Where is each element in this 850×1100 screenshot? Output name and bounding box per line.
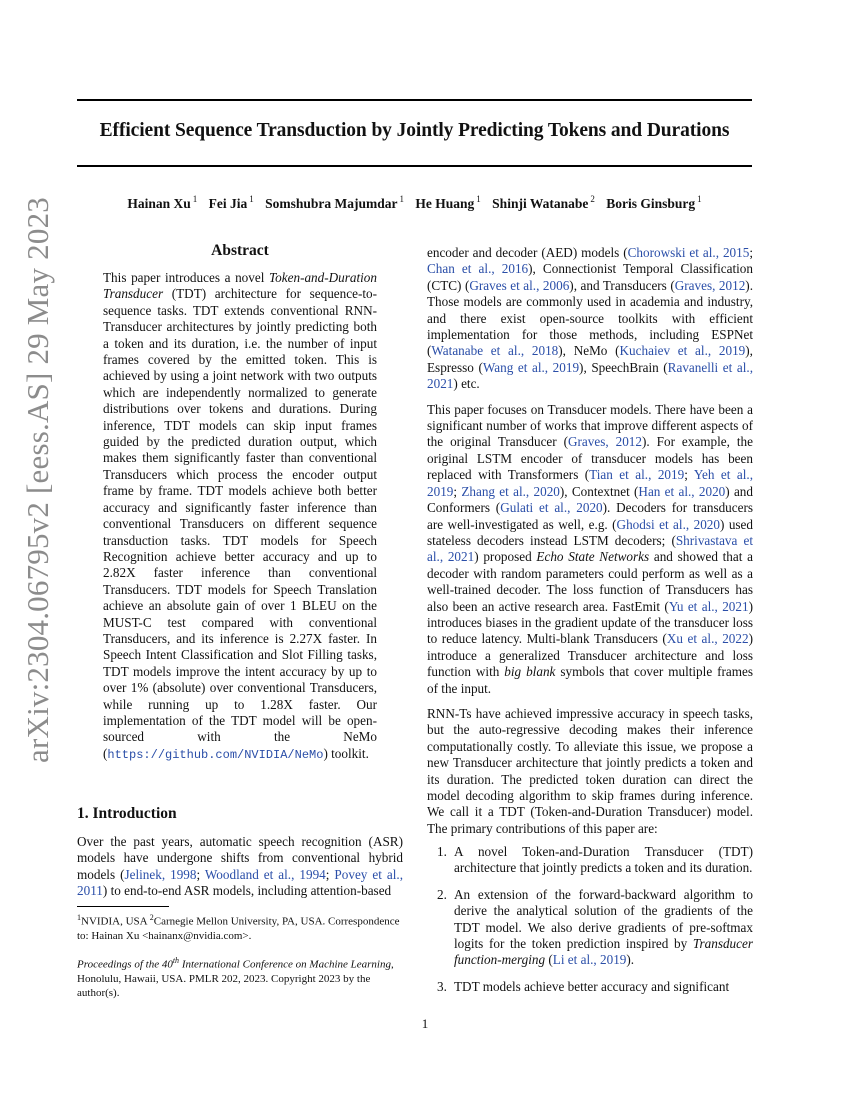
- author: Fei Jia $^1$: [208, 194, 254, 211]
- citation-link[interactable]: Xu et al., 2022: [666, 631, 749, 647]
- citation-link[interactable]: Chorowski et al., 2015: [627, 245, 750, 260]
- contributions-list: [427, 844, 753, 995]
- list-item: 3. TDT models achieve better accuracy and significant: [437, 978, 730, 994]
- citation-link[interactable]: Chan et al., 2016: [427, 261, 529, 277]
- citation-link[interactable]: Woodland et al., 1994: [204, 866, 326, 882]
- citation-link[interactable]: Ravanelli et al., 2021: [427, 359, 753, 392]
- citation-link[interactable]: Zhang et al., 2020: [461, 483, 560, 499]
- paragraph: encoder and decoder (AED) models (Chorowski et al., 2015; Chan et al., 2016), Connectionist Temporal Classification (CTC) (Graves et al., 2006), and Transducers (Graves, 2012). Those models are commonly used in academia and industry, and there exist open-source toolkits with efficient implementation for those methods, including ESPNet (Watanabe et al., 2018), NeMo (Kuchaiev et al., 2019), Espresso (Wang et al., 2019), SpeechBrain (Ravanelli et al., 2021) etc.: [427, 245, 753, 392]
- citation-link[interactable]: Tian et al., 2019: [589, 467, 685, 483]
- citation-link[interactable]: Jelinek, 1998: [124, 866, 197, 882]
- abstract-heading: Abstract: [211, 242, 269, 259]
- citation-link[interactable]: Kuchaiev et al., 2019: [619, 343, 746, 359]
- footnote-rule: [77, 906, 169, 907]
- citation-link[interactable]: Wang et al., 2019: [482, 359, 580, 375]
- citation-link[interactable]: Gulati et al., 2020: [500, 500, 603, 516]
- section-heading-introduction: 1. Introduction: [77, 805, 177, 822]
- paragraph: This paper focuses on Transducer models. There have been a significant number of works that improve different aspects of the original Transducer (Graves, 2012). For example, the original LSTM encoder of transducer models has been replaced with Transformers (Tian et al., 2019; Yeh et al., 2019; Zhang et al., 2020), Contextnet (Han et al., 2020) and Conformers (Gulati et al., 2020). Decoders for transducers are well-investigated as well, e.g. (Ghodsi et al., 2020) used stateless decoders instead LSTM decoders; (Shrivastava et al., 2021) proposed Echo State Networks and showed that a decoder with random parameters could perform as well as a well-trained decoder. The loss function of Transducers has also been an active research area. FastEmit (Yu et al., 2021) introduces biases in the gradient update of the transducer loss to reduce latency. Multi-blank Transducers (Xu et al., 2022) introduce a generalized Transducer architecture and loss function with big blank symbols that cover multiple frames of the input.: [427, 401, 754, 696]
- citation-link[interactable]: Graves, 2012: [568, 434, 642, 450]
- citation-link[interactable]: Han et al., 2020: [638, 483, 726, 499]
- citation-link[interactable]: Yeh et al., 2019: [427, 467, 753, 499]
- author: Shinji Watanabe $^2$: [492, 194, 595, 211]
- author-list: [77, 194, 752, 212]
- list-item: 1. A novel Token-and-Duration Transducer (TDT) architecture that jointly predicts a token and its duration.: [437, 844, 753, 876]
- citation-link[interactable]: Graves, 2012: [674, 277, 746, 293]
- intro-paragraph: Over the past years, automatic speech recognition (ASR) models have undergone shifts from conventional hybrid models (Jelinek, 1998; Woodland et al., 1994; Povey et al., 2011) to end-to-end ASR models, including attention-based: [77, 834, 403, 899]
- arxiv-stamp: arXiv:2304.06795v2 [eess.AS] 29 May 2023: [20, 197, 55, 763]
- author: Somshubra Majumdar $^1$: [265, 194, 405, 211]
- citation-link[interactable]: Shrivastava et al., 2021: [427, 532, 754, 565]
- page-number: 1: [421, 1016, 429, 1031]
- citation-link[interactable]: Povey et al., 2011: [77, 866, 403, 899]
- author: Boris Ginsburg $^1$: [606, 194, 702, 211]
- right-column: [427, 245, 753, 837]
- affiliation-footnote: $^1$NVIDIA, USA $^2$Carnegie Mellon University, PA, USA. Correspondence to: Hainan Xu <hainanx@nvidia.com>.: [77, 913, 400, 942]
- nemo-repo-link[interactable]: https://github.com/NVIDIA/NeMo: [107, 747, 324, 762]
- paper-title: Efficient Sequence Transduction by Jointly Predicting Tokens and Durations: [99, 120, 730, 141]
- list-item: 2. An extension of the forward-backward algorithm to derive the analytical solution of the gradients of the TDT model. We also derive gradients of pre-softmax logits for the token prediction inspired by Transducer function-merging (Li et al., 2019).: [437, 886, 753, 968]
- citation-link[interactable]: Li et al., 2019: [552, 952, 627, 968]
- citation-link[interactable]: Graves et al., 2006: [469, 277, 570, 293]
- paragraph: RNN-Ts have achieved impressive accuracy in speech tasks, but the auto-regressive decoding makes their inference computationally costly. To alleviate this issue, we propose a new Transducer architecture that jointly predicts a token and its duration. The predicted token duration can direct the model decoding algorithm to skip frames during inference. We call it a TDT (Token-and-Duration Transducer) model. The primary contributions of this paper are:: [427, 705, 753, 836]
- author: He Huang $^1$: [415, 194, 481, 211]
- top-rule: [77, 99, 752, 101]
- proceedings-note: Proceedings of the 40th International Conference on Machine Learning, Honolulu, Hawaii, USA. PMLR 202, 2023. Copyright 2023 by the author(s).: [77, 956, 394, 1000]
- title-rule: [77, 165, 752, 167]
- citation-link[interactable]: Ghodsi et al., 2020: [616, 516, 720, 532]
- citation-link[interactable]: Yu et al., 2021: [668, 598, 749, 614]
- citation-link[interactable]: Watanabe et al., 2018: [431, 343, 559, 359]
- author: Hainan Xu $^1$: [127, 194, 198, 211]
- abstract-body: This paper introduces a novel Token-and-Duration Transducer (TDT) architecture for sequence-to-sequence tasks. TDT extends conventional RNN-Transducer architectures by jointly predicting both a token and its duration, i.e. the number of input frames covered by the emitted token. This is achieved by using a joint network with two outputs which are independently normalized to generate distributions over tokens and durations. During inference, TDT models can skip input frames guided by the predicted duration output, which makes them significantly faster than conventional Transducers which process the encoder output frame by frame. TDT models achieve both better accuracy and significantly faster inference than conventional Transducers on different sequence transduction tasks. TDT models for Speech Recognition achieve better accuracy and up to 2.82X faster inference than conventional Transducers. TDT models for Speech Translation achieve an absolute gain of over 1 BLEU on the MUST-C test compared with conventional Transducers, and its inference is 2.27X faster. In Speech Intent Classification and Slot Filling tasks, TDT models improve the intent accuracy by up to over 1% (absolute) over conventional Transducers, while running up to 1.28X faster. Our implementation of the TDT model will be open-sourced with the NeMo (https://github.com/NVIDIA/NeMo) toolkit.: [103, 270, 377, 762]
